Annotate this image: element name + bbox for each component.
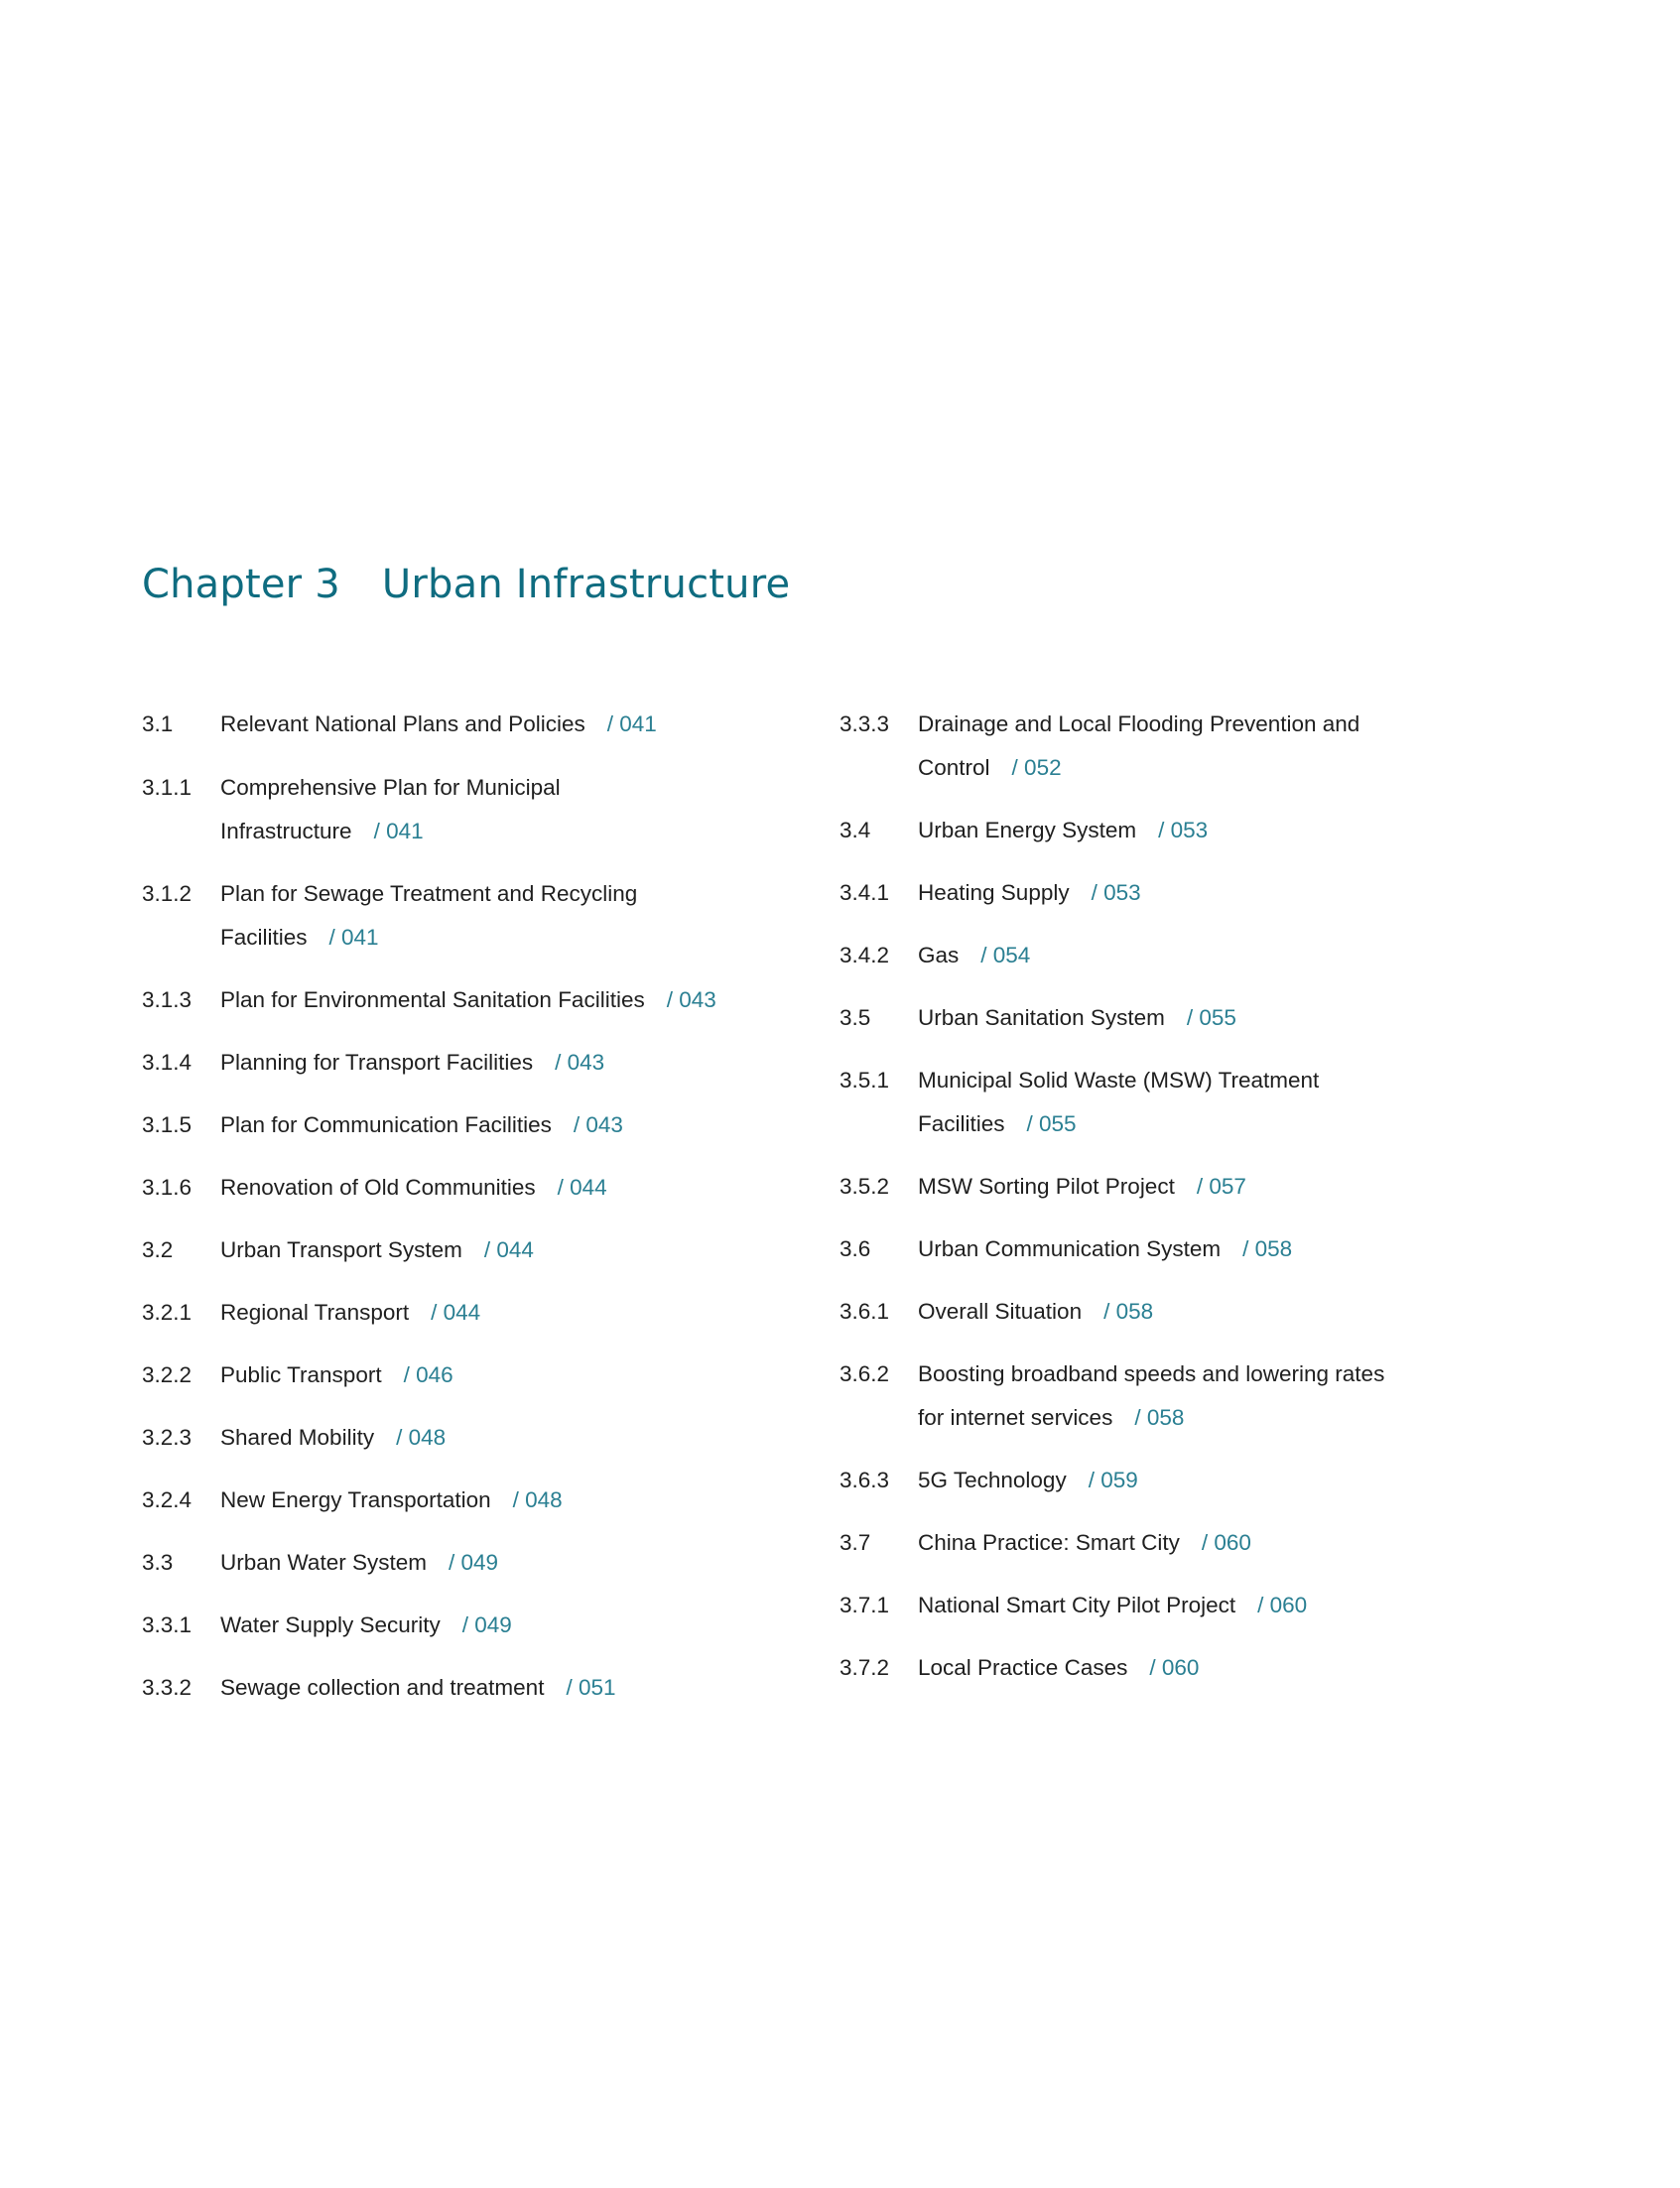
toc-section-number: 3.2.3: [142, 1425, 193, 1450]
toc-entry[interactable]: [142, 1103, 777, 1147]
toc-page-number: / 060: [1149, 1655, 1200, 1680]
toc-entry-text: [220, 703, 777, 746]
toc-page-number: / 043: [555, 1050, 605, 1075]
toc-entry[interactable]: [142, 703, 777, 746]
toc-entry[interactable]: [840, 934, 1455, 977]
toc-entry-title: Water Supply Security: [220, 1612, 441, 1637]
toc-entry-title: New Energy Transportation: [220, 1487, 491, 1512]
toc-entry-text: [918, 934, 1455, 977]
toc-section-number: 3.2.2: [142, 1362, 193, 1387]
toc-entry-title: Drainage and Local Flooding Prevention and Control: [918, 711, 1360, 780]
toc-entry-text: [220, 1604, 777, 1647]
toc-entry[interactable]: [142, 766, 569, 853]
toc-section-number: 3.5.1: [840, 1068, 890, 1093]
toc-entry-text: [918, 996, 1455, 1040]
toc-entry-title: Urban Water System: [220, 1550, 427, 1575]
toc-entry-title: Public Transport: [220, 1362, 382, 1387]
toc-entry-title: China Practice: Smart City: [918, 1530, 1180, 1555]
toc-section-number: 3.1.4: [142, 1050, 193, 1075]
toc-section-number: 3.1.5: [142, 1112, 193, 1137]
toc-entry[interactable]: [142, 1353, 777, 1397]
chapter-number: Chapter 3: [142, 562, 340, 607]
toc-entry[interactable]: [142, 1604, 777, 1647]
toc-column-left: [142, 703, 777, 1729]
toc-column-right: [840, 703, 1455, 1709]
toc-page-number: / 059: [1088, 1468, 1138, 1492]
toc-entry-text: [918, 1059, 1395, 1146]
toc-section-number: 3.4.1: [840, 880, 890, 905]
toc-page-number: / 051: [566, 1675, 616, 1700]
toc-entry[interactable]: [840, 1352, 1395, 1440]
toc-entry[interactable]: [840, 1646, 1455, 1690]
toc-entry-text: [918, 1227, 1455, 1271]
toc-page-number: / 058: [1134, 1405, 1185, 1430]
toc-entry[interactable]: [840, 1459, 1455, 1502]
toc-entry-title: Boosting broadband speeds and lowering rates for internet services: [918, 1361, 1385, 1430]
toc-section-number: 3.4: [840, 818, 871, 842]
toc-section-number: 3.7.2: [840, 1655, 890, 1680]
toc-section-number: 3.3.2: [142, 1675, 193, 1700]
toc-entry[interactable]: [142, 1479, 777, 1522]
toc-entry[interactable]: [840, 1059, 1395, 1146]
toc-section-number: 3.1.6: [142, 1175, 193, 1200]
toc-page-number: / 060: [1201, 1530, 1251, 1555]
toc-entry-title: Municipal Solid Waste (MSW) Treatment Facilities: [918, 1068, 1320, 1136]
toc-entry-title: Comprehensive Plan for Municipal Infrastructure: [220, 775, 561, 843]
toc-entry[interactable]: [142, 1541, 777, 1585]
toc-section-number: 3.6.3: [840, 1468, 890, 1492]
toc-entry-title: Renovation of Old Communities: [220, 1175, 536, 1200]
toc-page-number: / 054: [980, 943, 1031, 967]
toc-page-number: / 046: [403, 1362, 453, 1387]
toc-entry-title: Shared Mobility: [220, 1425, 375, 1450]
toc-entry[interactable]: [840, 1165, 1455, 1209]
toc-entry[interactable]: [840, 1584, 1455, 1627]
toc-section-number: 3.2.4: [142, 1487, 193, 1512]
toc-entry-text: [220, 766, 569, 853]
toc-entry-title: Relevant National Plans and Policies: [220, 711, 585, 736]
toc-page-number: / 052: [1011, 755, 1062, 780]
toc-entry-title: Sewage collection and treatment: [220, 1675, 545, 1700]
toc-entry[interactable]: [142, 1166, 777, 1210]
toc-page-number: / 048: [512, 1487, 563, 1512]
toc-page-number: / 055: [1026, 1111, 1077, 1136]
toc-page-number: / 048: [396, 1425, 447, 1450]
toc-page-number: / 044: [431, 1300, 481, 1325]
toc-entry-title: Regional Transport: [220, 1300, 410, 1325]
toc-entry-title: Plan for Environmental Sanitation Facilities: [220, 987, 645, 1012]
toc-entry-title: Overall Situation: [918, 1299, 1083, 1324]
toc-entry-text: [918, 871, 1455, 915]
toc-entry[interactable]: [840, 871, 1455, 915]
toc-page-number: / 044: [483, 1237, 534, 1262]
toc-entry[interactable]: [840, 1290, 1455, 1334]
toc-entry-text: [220, 978, 777, 1022]
toc-entry-title: Urban Communication System: [918, 1236, 1222, 1261]
toc-section-number: 3.7.1: [840, 1593, 890, 1617]
toc-entry-text: [918, 1521, 1455, 1565]
toc-page-number: / 057: [1196, 1174, 1246, 1199]
toc-entry-text: [220, 1228, 777, 1272]
toc-page-number: / 044: [557, 1175, 607, 1200]
toc-entry-text: [918, 1165, 1455, 1209]
toc-entry-title: Heating Supply: [918, 880, 1070, 905]
toc-entry-title: Planning for Transport Facilities: [220, 1050, 534, 1075]
toc-entry[interactable]: [142, 1416, 777, 1460]
toc-entry-text: [918, 1352, 1395, 1440]
toc-page-number: / 043: [573, 1112, 623, 1137]
toc-section-number: 3.1: [142, 711, 174, 736]
toc-entry[interactable]: [840, 809, 1455, 852]
toc-entry-title: National Smart City Pilot Project: [918, 1593, 1236, 1617]
toc-page-number: / 041: [606, 711, 657, 736]
toc-entry-title: Plan for Communication Facilities: [220, 1112, 552, 1137]
toc-page-number: / 049: [461, 1612, 512, 1637]
toc-entry[interactable]: [142, 1291, 777, 1335]
toc-page-number: / 058: [1242, 1236, 1293, 1261]
toc-entry-text: [220, 1479, 777, 1522]
toc-entry-text: [918, 809, 1455, 852]
toc-section-number: 3.5: [840, 1005, 871, 1030]
toc-entry-text: [918, 1290, 1455, 1334]
toc-entry-title: 5G Technology: [918, 1468, 1067, 1492]
toc-entry[interactable]: [840, 1521, 1455, 1565]
toc-entry-text: [220, 1541, 777, 1585]
toc-entry-text: [220, 1166, 777, 1210]
toc-entry-text: [220, 1353, 777, 1397]
toc-entry[interactable]: [142, 872, 698, 960]
toc-section-number: 3.5.2: [840, 1174, 890, 1199]
toc-entry-text: [918, 1459, 1455, 1502]
toc-section-number: 3.6.1: [840, 1299, 890, 1324]
toc-entry[interactable]: [142, 1666, 777, 1710]
toc-section-number: 3.6: [840, 1236, 871, 1261]
toc-entry-title: Urban Sanitation System: [918, 1005, 1165, 1030]
toc-page-number: / 053: [1091, 880, 1141, 905]
toc-entry-title: Local Practice Cases: [918, 1655, 1128, 1680]
toc-entry-title: Plan for Sewage Treatment and Recycling Facilities: [220, 881, 638, 950]
toc-entry-title: Urban Transport System: [220, 1237, 462, 1262]
chapter-title: Urban Infrastructure: [381, 562, 791, 607]
chapter-heading: [142, 562, 790, 607]
toc-entry-text: [918, 703, 1415, 790]
toc-page-number: / 055: [1186, 1005, 1236, 1030]
toc-section-number: 3.4.2: [840, 943, 890, 967]
toc-entry-title: MSW Sorting Pilot Project: [918, 1174, 1175, 1199]
toc-section-number: 3.3.3: [840, 711, 890, 736]
toc-page-number: / 041: [328, 925, 379, 950]
toc-section-number: 3.1.3: [142, 987, 193, 1012]
toc-entry-text: [220, 1416, 777, 1460]
toc-entry-text: [220, 872, 698, 960]
toc-entry-text: [918, 1646, 1455, 1690]
toc-page-number: / 043: [666, 987, 716, 1012]
toc-section-number: 3.3: [142, 1550, 174, 1575]
toc-entry-text: [220, 1291, 777, 1335]
toc-entry[interactable]: [840, 703, 1415, 790]
toc-entry-title: Urban Energy System: [918, 818, 1137, 842]
toc-entry-text: [220, 1041, 777, 1085]
toc-entry[interactable]: [142, 978, 777, 1022]
toc-section-number: 3.2: [142, 1237, 174, 1262]
toc-section-number: 3.1.2: [142, 881, 193, 906]
toc-entry-text: [220, 1103, 777, 1147]
toc-section-number: 3.3.1: [142, 1612, 193, 1637]
toc-entry[interactable]: [840, 996, 1455, 1040]
toc-entry[interactable]: [840, 1227, 1455, 1271]
toc-entry-title: Gas: [918, 943, 960, 967]
toc-page-number: / 053: [1158, 818, 1209, 842]
toc-section-number: 3.2.1: [142, 1300, 193, 1325]
toc-page-number: / 058: [1103, 1299, 1154, 1324]
toc-section-number: 3.1.1: [142, 775, 193, 800]
toc-entry-text: [220, 1666, 777, 1710]
toc-page-number: / 060: [1257, 1593, 1308, 1617]
toc-entry-text: [918, 1584, 1455, 1627]
toc-section-number: 3.6.2: [840, 1361, 890, 1386]
toc-entry[interactable]: [142, 1041, 777, 1085]
toc-entry[interactable]: [142, 1228, 777, 1272]
toc-page-number: / 049: [448, 1550, 499, 1575]
toc-page-number: / 041: [373, 819, 424, 843]
toc-section-number: 3.7: [840, 1530, 871, 1555]
